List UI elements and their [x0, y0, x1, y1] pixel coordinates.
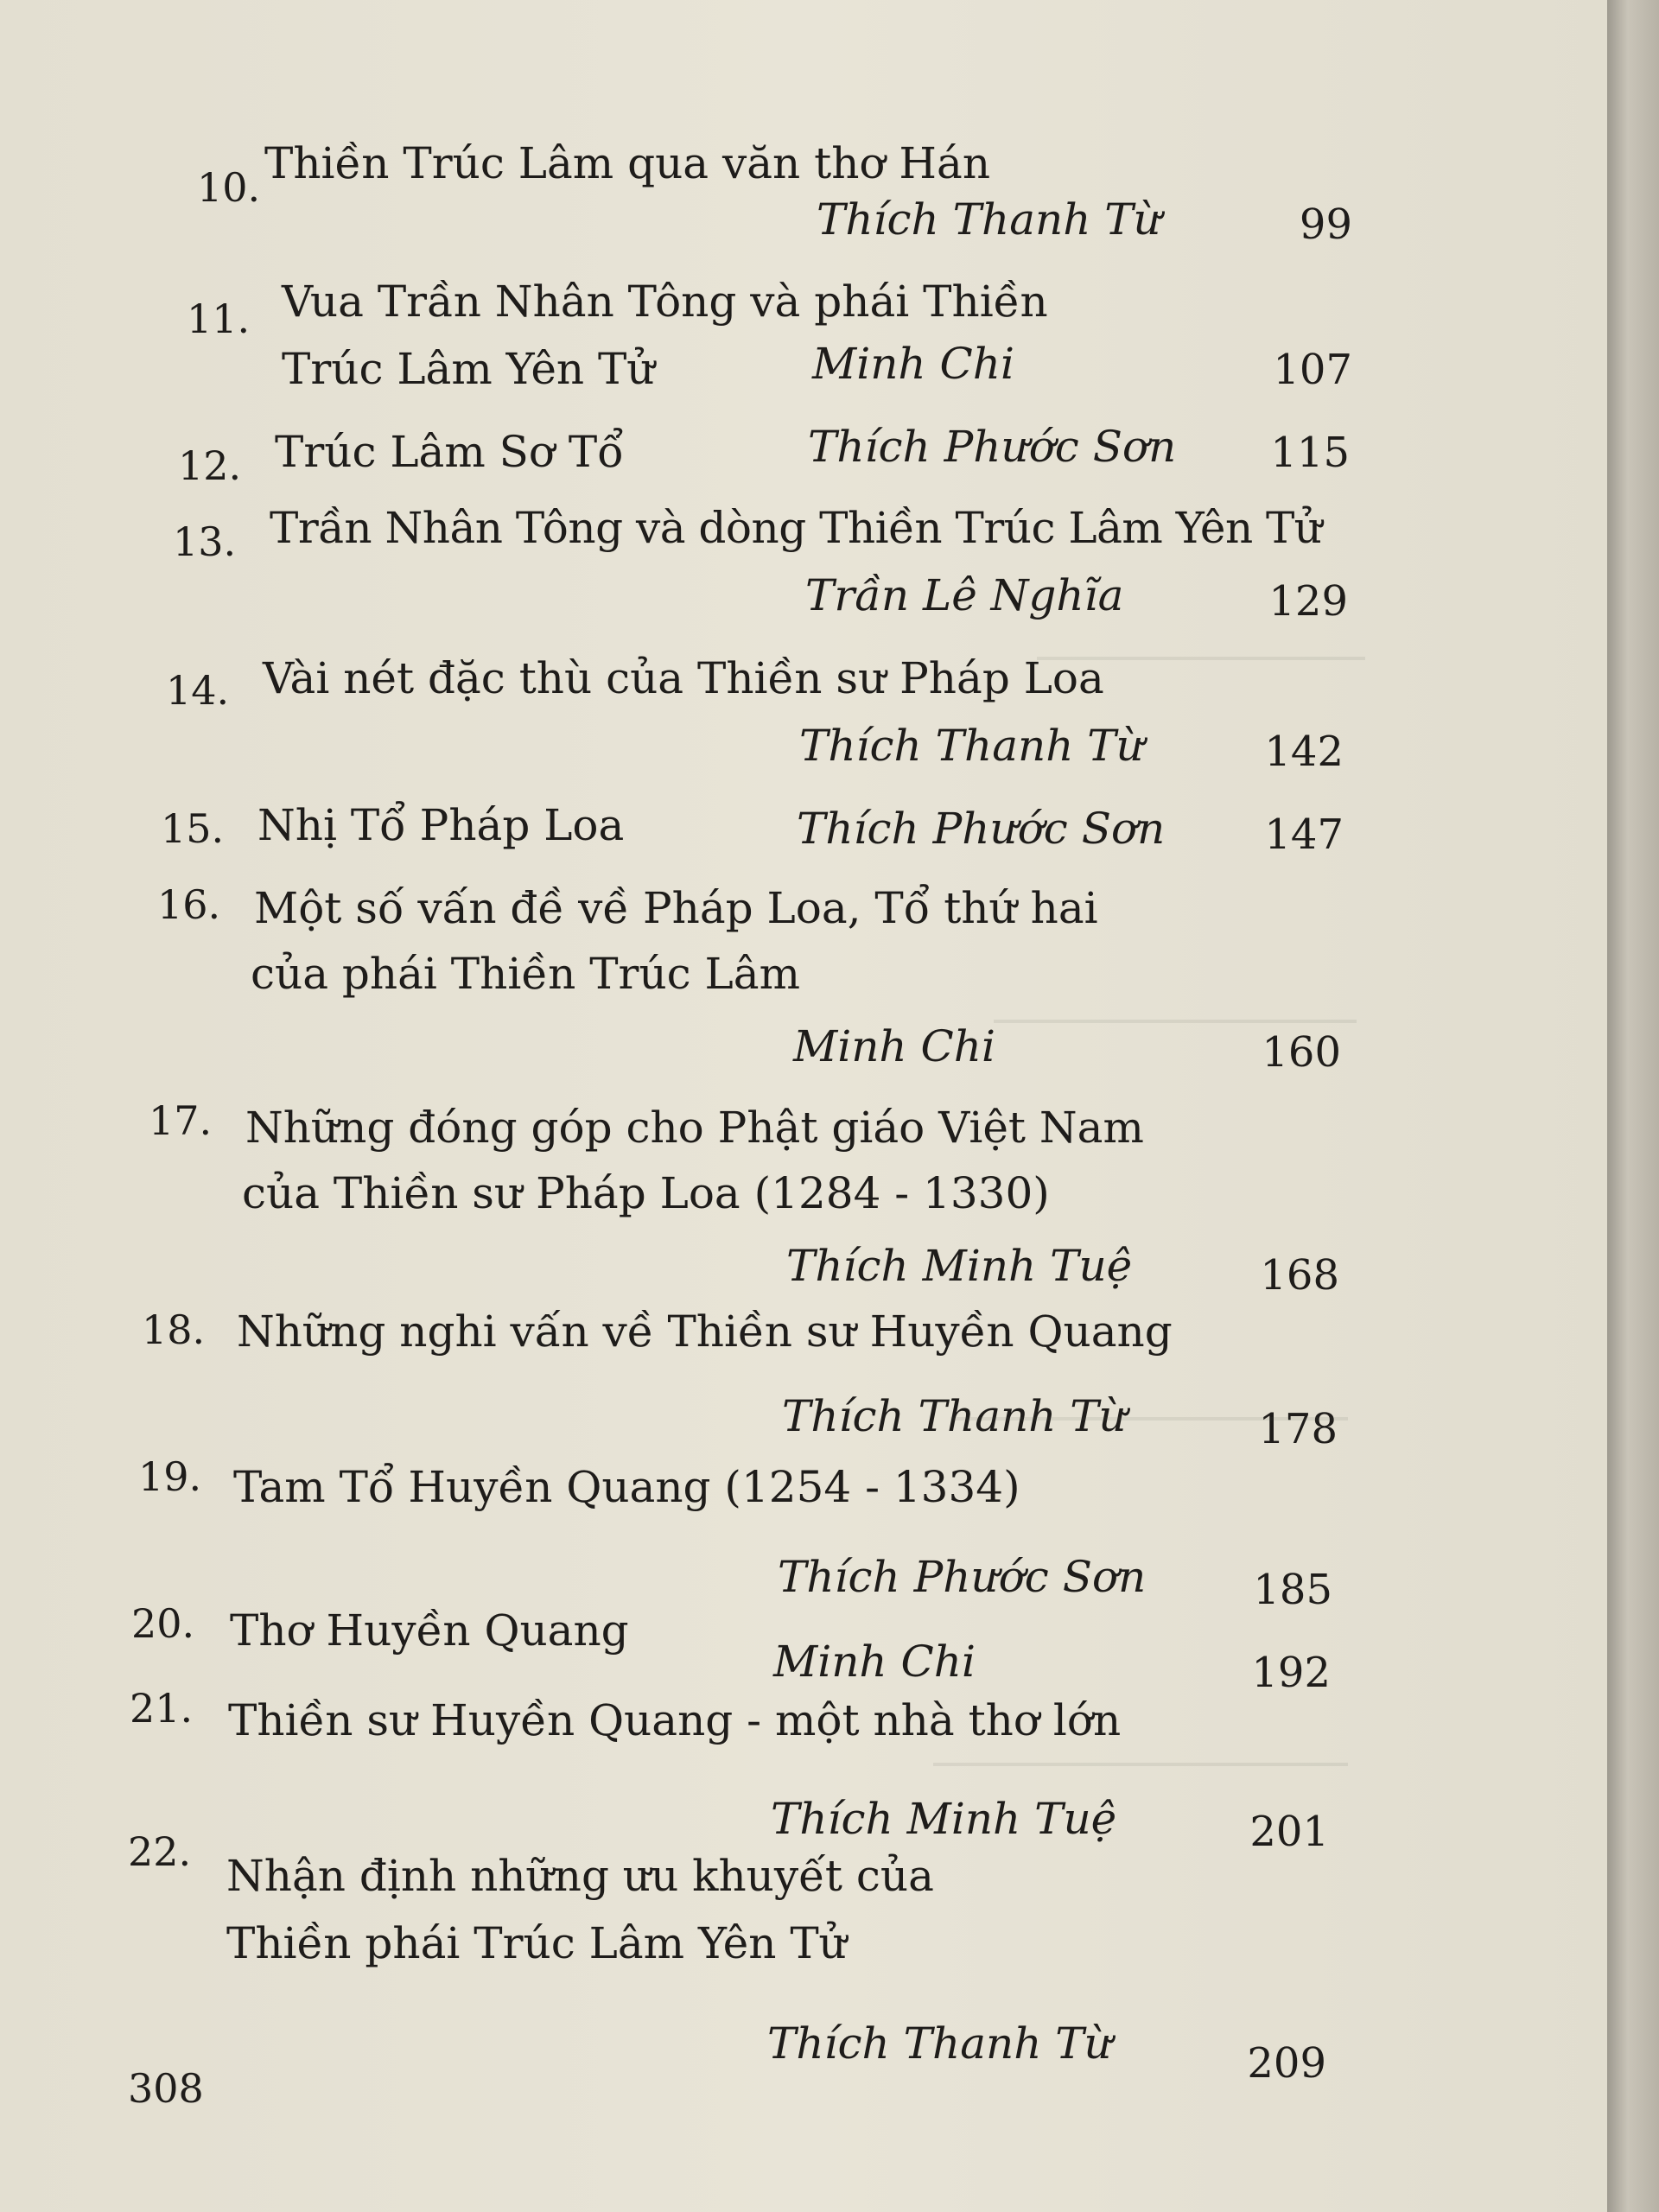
entry-title: Thiền phái Trúc Lâm Yên Tử — [226, 1918, 847, 1968]
entry-number: 13. — [173, 518, 237, 565]
entry-author: Thích Thanh Từ — [782, 1391, 1127, 1441]
entry-number: 16. — [157, 881, 221, 928]
entry-page-number: 147 — [1264, 810, 1344, 859]
entry-author: Minh Chi — [793, 1021, 995, 1071]
entry-page-number: 115 — [1270, 429, 1350, 477]
entry-title: Những nghi vấn về Thiền sư Huyền Quang — [237, 1306, 1173, 1357]
entry-number: 20. — [131, 1600, 195, 1647]
entry-number: 14. — [166, 667, 230, 714]
entry-author: Thích Phước Sơn — [797, 804, 1166, 854]
entry-number: 21. — [130, 1685, 194, 1732]
bleed-through-line — [950, 1417, 1348, 1421]
page-number: 308 — [128, 2065, 204, 2112]
entry-number: 19. — [138, 1453, 202, 1500]
entry-page-number: 142 — [1264, 728, 1344, 776]
bleed-through-line — [933, 1763, 1348, 1766]
entry-number: 15. — [161, 805, 225, 852]
entry-page-number: 178 — [1258, 1405, 1338, 1453]
entry-author: Thích Thanh Từ — [799, 721, 1144, 771]
entry-title: Thiền sư Huyền Quang - một nhà thơ lớn — [228, 1695, 1122, 1745]
entry-page-number: 209 — [1247, 2039, 1326, 2088]
entry-page-number: 192 — [1251, 1649, 1331, 1697]
bleed-through-line — [994, 1020, 1357, 1023]
bleed-through-line — [1037, 657, 1365, 660]
entry-author: Thích Phước Sơn — [808, 422, 1177, 472]
entry-author: Trần Lê Nghĩa — [805, 570, 1124, 620]
entry-number: 22. — [128, 1828, 192, 1875]
entry-author: Thích Minh Tuệ — [771, 1794, 1117, 1844]
entry-title: của Thiền sư Pháp Loa (1284 - 1330) — [242, 1168, 1050, 1218]
entry-author: Thích Thanh Từ — [767, 2018, 1112, 2069]
entry-title: của phái Thiền Trúc Lâm — [251, 949, 800, 999]
entry-page-number: 160 — [1262, 1028, 1341, 1077]
entry-title: Trần Nhân Tông và dòng Thiền Trúc Lâm Yên Tử — [270, 503, 1322, 553]
page-edge-shadow — [1607, 0, 1659, 2212]
entry-title: Một số vấn đề về Pháp Loa, Tổ thứ hai — [254, 883, 1098, 933]
entry-page-number: 185 — [1253, 1566, 1332, 1614]
entry-title: Nhận định những ưu khuyết của — [226, 1851, 934, 1901]
entry-page-number: 107 — [1273, 346, 1352, 394]
entry-page-number: 99 — [1299, 200, 1352, 249]
entry-title: Tam Tổ Huyền Quang (1254 - 1334) — [233, 1462, 1020, 1512]
entry-number: 17. — [149, 1097, 213, 1144]
entry-title: Vua Trần Nhân Tông và phái Thiền — [282, 276, 1048, 327]
entry-number: 18. — [142, 1306, 206, 1353]
entry-title: Những đóng góp cho Phật giáo Việt Nam — [245, 1103, 1144, 1153]
entry-page-number: 201 — [1249, 1808, 1329, 1856]
entry-page-number: 129 — [1268, 577, 1348, 626]
entry-author: Minh Chi — [773, 1637, 976, 1687]
entry-page-number: 168 — [1260, 1251, 1339, 1300]
entry-title: Trúc Lâm Yên Tử — [282, 344, 655, 394]
entry-title: Vài nét đặc thù của Thiền sư Pháp Loa — [263, 653, 1104, 703]
entry-number: 12. — [178, 442, 242, 489]
entry-author: Thích Phước Sơn — [778, 1552, 1147, 1602]
entry-number: 11. — [187, 296, 251, 342]
entry-author: Thích Minh Tuệ — [786, 1241, 1133, 1291]
entry-title: Thơ Huyền Quang — [230, 1605, 629, 1656]
entry-title: Trúc Lâm Sơ Tổ — [275, 427, 624, 477]
entry-title: Thiền Trúc Lâm qua văn thơ Hán — [264, 138, 991, 188]
entry-author: Thích Thanh Từ — [817, 194, 1161, 245]
entry-author: Minh Chi — [812, 339, 1014, 389]
entry-number: 10. — [197, 164, 261, 211]
entry-title: Nhị Tổ Pháp Loa — [257, 800, 625, 850]
